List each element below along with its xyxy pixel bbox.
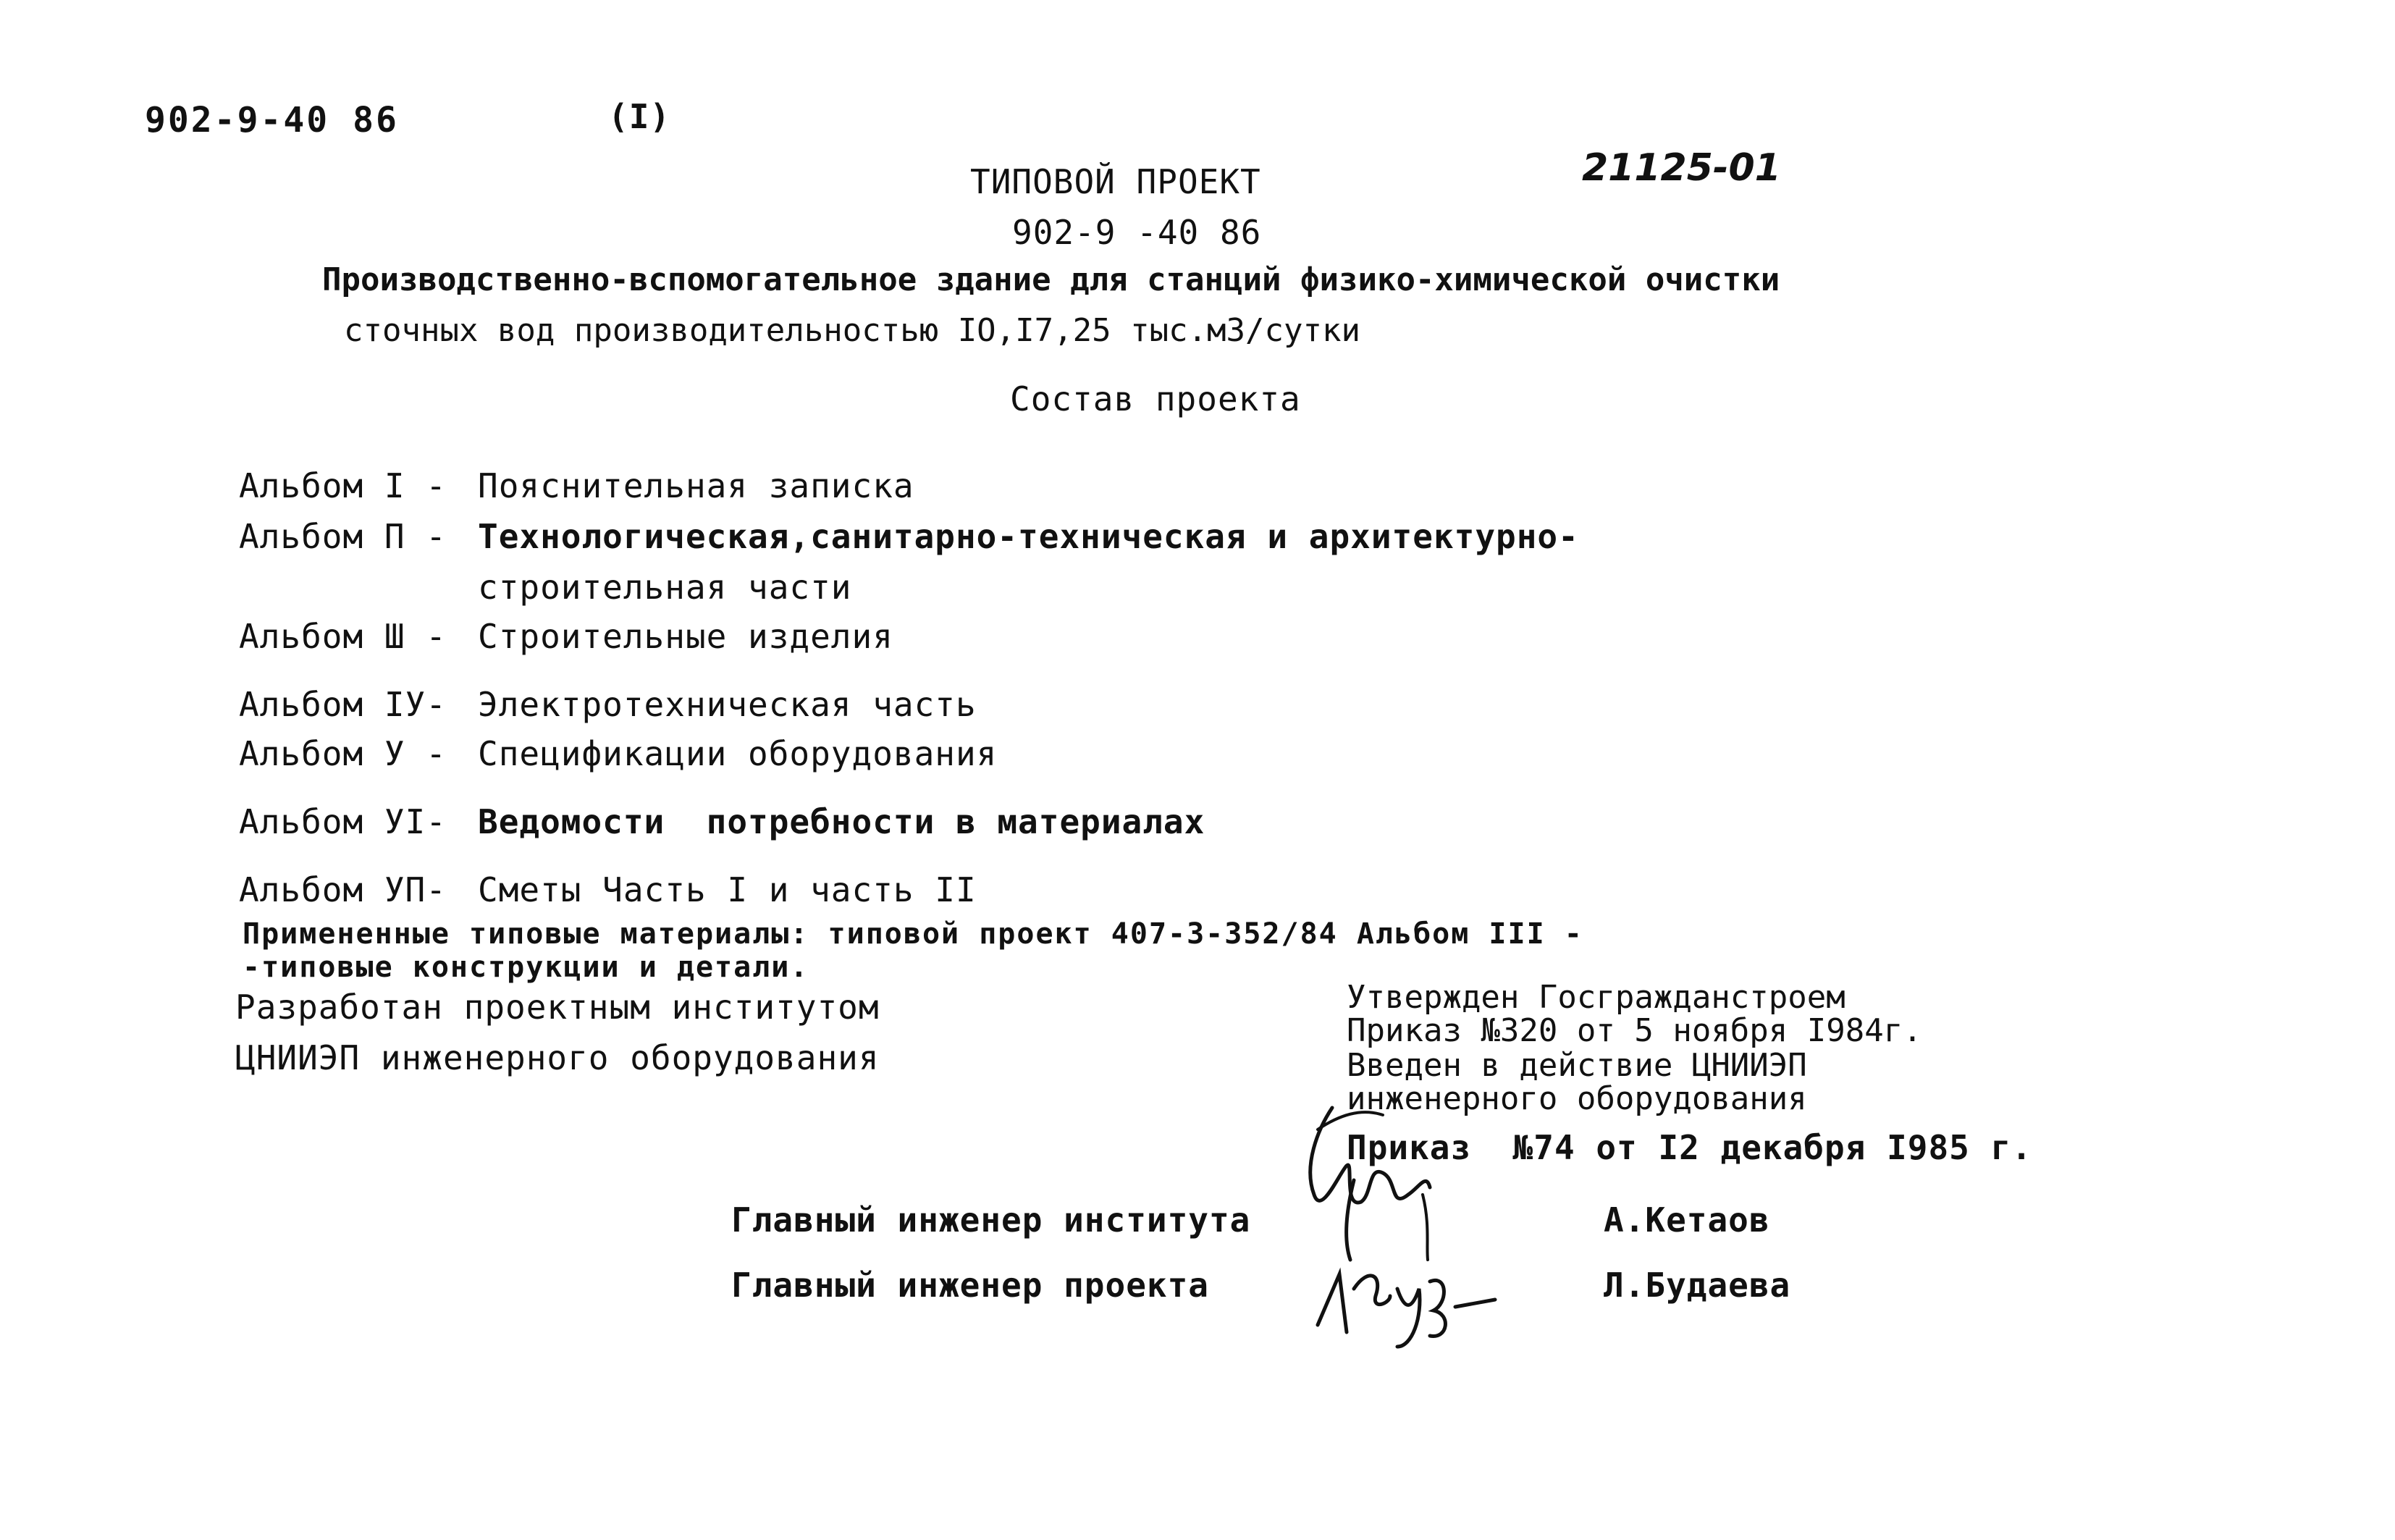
album-text: строительная части	[478, 568, 852, 607]
approval-line4: инженерного оборудования	[1347, 1080, 1807, 1117]
composition-heading: Состав проекта	[1010, 379, 1301, 418]
project-type-title: ТИПОВОЙ ПРОЕКТ	[970, 162, 1261, 201]
sheet-number: (I)	[608, 97, 671, 136]
developer-line1: Разработан проектным институтом	[235, 988, 880, 1027]
album-label: Альбом УI-	[239, 802, 447, 841]
approval-line1: Утвержден Госгражданстроем	[1347, 979, 1845, 1016]
album-label: Альбом I -	[239, 466, 447, 505]
document-code: 902-9-40 86	[145, 100, 399, 140]
album-text: Строительные изделия	[478, 617, 893, 656]
project-subject-line2: сточных вод производительностью IO,I7,25 тыс.м3/сутки	[344, 312, 1360, 349]
signature-name: Л.Будаева	[1604, 1266, 1791, 1305]
project-number: 902-9 -40 86	[1012, 213, 1262, 252]
signature-role: Главный инженер института	[731, 1200, 1251, 1240]
album-label: Альбом У -	[239, 734, 447, 773]
album-text: Сметы Часть I и часть II	[478, 870, 977, 909]
album-text: Ведомости потребности в материалах	[478, 802, 1205, 841]
album-label: Альбом УП-	[239, 870, 447, 909]
signature-role: Главный инженер проекта	[731, 1266, 1209, 1305]
developer-line2: ЦНИИЭП инженерного оборудования	[235, 1038, 880, 1077]
approval-line3: Введен в действие ЦНИИЭП	[1347, 1047, 1807, 1084]
album-text: Пояснительная записка	[478, 466, 914, 505]
signature-name: А.Кетаов	[1604, 1200, 1770, 1240]
approval-line2: Приказ №320 от 5 ноября I984г.	[1347, 1012, 1922, 1049]
album-text: Технологическая,санитарно-техническая и архитектурно-	[478, 517, 1579, 556]
applied-materials-line1: Примененные типовые материалы: типовой проект 407-3-352/84 Альбом III -	[243, 917, 1583, 951]
album-label: Альбом IУ-	[239, 685, 447, 724]
applied-materials-line2: -типовые конструкции и детали.	[243, 951, 809, 984]
album-label: Альбом Ш -	[239, 617, 447, 656]
album-text: Спецификации оборудования	[478, 734, 998, 773]
stamp-number: 21125-01	[1582, 146, 1781, 190]
project-subject-line1: Производственно-вспомогательное здание для станций физико-химической очистки	[322, 261, 1780, 298]
signature-project-engineer	[1303, 1245, 1520, 1354]
album-text: Электротехническая часть	[478, 685, 977, 724]
approval-line5: Приказ №74 от I2 декабря I985 г.	[1347, 1128, 2032, 1167]
album-label: Альбом П -	[239, 517, 447, 556]
